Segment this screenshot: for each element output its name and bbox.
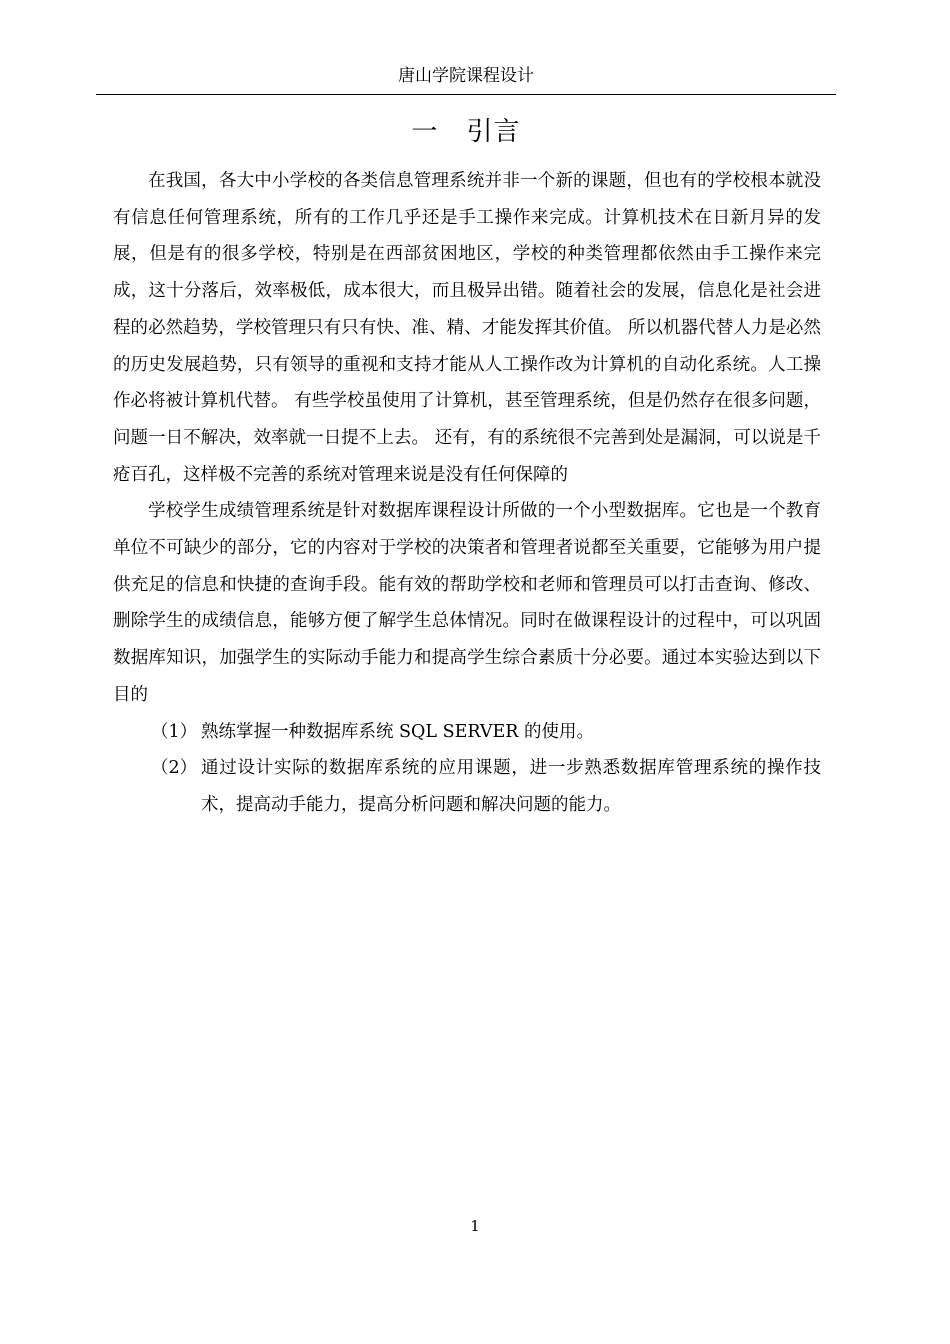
- chapter-title: 引言: [466, 117, 521, 147]
- chapter-number: 一: [411, 117, 439, 147]
- body-text: [113, 163, 821, 824]
- list-item-text: 通过设计实际的数据库系统的应用课题，进一步熟悉数据库管理系统的操作技术，提高动手能力，提高分析问题和解决问题的能力。: [201, 758, 821, 815]
- list-marker: （1）: [151, 721, 198, 742]
- intro-paragraph-1: 在我国，各大中小学校的各类信息管理系统并非一个新的课题，但也有的学校根本就没有信息任何管理系统，所有的工作几乎还是手工操作来完成。计算机技术在日新月异的发展，但是有的很多学校，特别是在西部贫困地区，学校的种类管理都依然由手工操作来完成，这十分落后，效率极低，成本很大，而且极异出错。随着社会的发展，信息化是社会进程的必然趋势，学校管理只有只有快、准、精、才能发挥其价值。 所以机器代替人力是必然的历史发展趋势，只有领导的重视和支持才能从人工操作改为计算机的自动化系统。人工操作必将被计算机代替。 有些学校虽使用了计算机，甚至管理系统，但是仍然存在很多问题，问题一日不解决，效率就一日提不上去。 还有，有的系统很不完善到处是漏洞，可以说是千疮百孔，这样极不完善的系统对管理来说是没有任何保障的: [113, 171, 821, 485]
- chapter-heading: [96, 112, 836, 152]
- intro-paragraph-2: 学校学生成绩管理系统是针对数据库课程设计所做的一个小型数据库。它也是一个教育单位不可缺少的部分，它的内容对于学校的决策者和管理者说都至关重要，它能够为用户提供充足的信息和快捷的查询手段。能有效的帮助学校和老师和管理员可以打击查询、修改、删除学生的成绩信息，能够方便了解学生总体情况。同时在做课程设计的过程中，可以巩固数据库知识，加强学生的实际动手能力和提高学生综合素质十分必要。通过本实验达到以下目的: [113, 501, 821, 705]
- objective-item-2: [113, 750, 821, 823]
- running-header: 唐山学院课程设计: [398, 66, 534, 86]
- list-item-text: 熟练掌握一种数据库系统 SQL SERVER 的使用。: [201, 721, 595, 742]
- page-number: 1: [470, 1217, 480, 1235]
- objective-item-1: [113, 714, 821, 751]
- header-divider: [96, 94, 836, 95]
- list-marker: （2）: [151, 758, 198, 779]
